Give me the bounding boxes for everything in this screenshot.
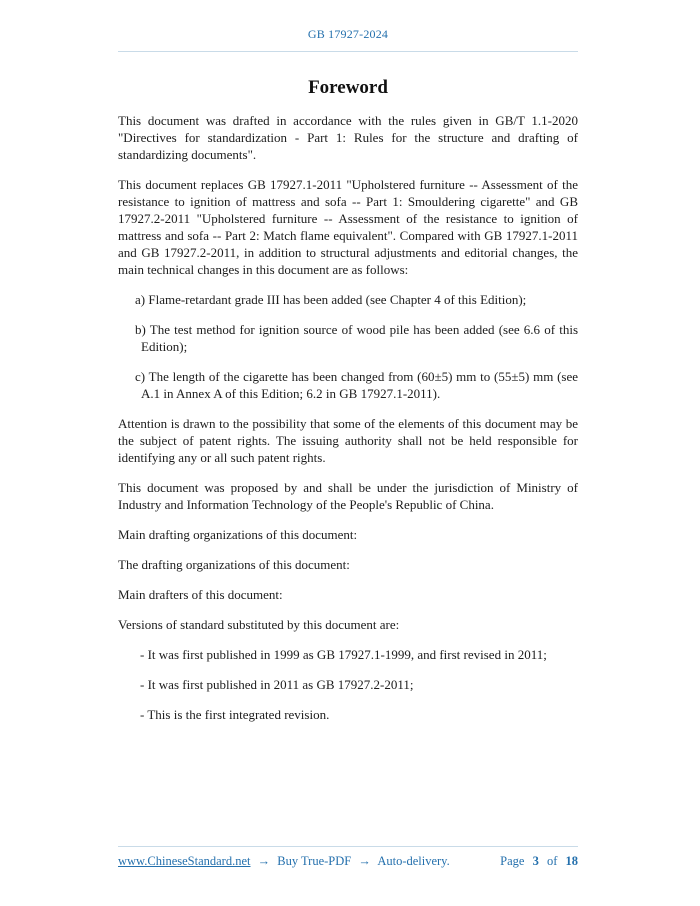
footer-buy-label: Buy True-PDF — [277, 854, 352, 868]
version-item-3-text: This is the first integrated revision. — [147, 707, 330, 722]
paragraph-drafting-orgs: The drafting organizations of this document: — [118, 557, 350, 572]
footer-arrow-icon: → — [358, 854, 371, 868]
change-item-c-text: The length of the cigarette has been changed from (60±5) mm to (55±5) mm (see A.1 in Annex A of this Edition; 6.2 in GB 17927.1-2011). — [141, 369, 578, 401]
total-page-number: 18 — [565, 854, 578, 868]
paragraph-main-drafters: Main drafters of this document: — [118, 587, 283, 602]
doc-code: GB 17927-2024 — [307, 27, 389, 41]
change-item-c-marker: c) — [135, 369, 146, 384]
change-item-c — [135, 368, 578, 402]
paragraph-proposed: This document was proposed by and shall be under the jurisdiction of Ministry of Industry and Information Technology of the People's Republic of China. — [118, 480, 578, 512]
page-label: Page — [500, 854, 525, 868]
change-item-b-marker: b) — [135, 322, 146, 337]
change-item-b-text: The test method for ignition source of wood pile has been added (see 6.6 of this Edition); — [141, 322, 579, 354]
paragraph-versions-intro: Versions of standard substituted by this document are: — [118, 617, 400, 632]
version-item-1-text: It was first published in 1999 as GB 17927.1-1999, and first revised in 2011; — [147, 647, 547, 662]
version-item-2-marker: - — [140, 677, 145, 692]
change-item-a-marker: a) — [135, 292, 146, 307]
footer-website-link[interactable]: www.ChineseStandard.net — [118, 854, 251, 868]
change-item-b — [135, 321, 578, 355]
current-page-number: 3 — [532, 854, 539, 868]
version-item-1-marker: - — [140, 647, 145, 662]
footer-delivery-label: Auto-delivery. — [377, 854, 450, 868]
paragraph-attention: Attention is drawn to the possibility that some of the elements of this document may be the subject of patent rights. The issuing authority shall not be held responsible for identifying any or all such patent rights. — [118, 416, 578, 465]
page-indicator — [495, 854, 578, 869]
page-footer — [118, 837, 578, 869]
footer-arrow-icon: → — [257, 854, 271, 868]
version-item-1 — [140, 646, 578, 663]
footer-source-line — [118, 854, 454, 869]
header-rule — [118, 51, 578, 52]
page-title: Foreword — [308, 77, 388, 98]
version-item-3 — [140, 706, 578, 723]
change-item-a — [135, 291, 578, 308]
paragraph-drafted: This document was drafted in accordance with the rules given in GB/T 1.1-2020 "Directives for standardization - Part 1: Rules for the structure and drafting of standardizing documents". — [118, 113, 578, 162]
document-body — [118, 112, 578, 723]
of-label: of — [546, 854, 558, 868]
version-item-3-marker: - — [140, 707, 145, 722]
change-item-a-text: Flame-retardant grade III has been added (see Chapter 4 of this Edition); — [148, 292, 527, 307]
paragraph-replaces: This document replaces GB 17927.1-2011 "Upholstered furniture -- Assessment of the resistance to ignition of mattress and sofa -- Part 1: Smouldering cigarette" and GB 17927.2-2011 "Upholstered furniture -- Assessment of the resistance to ignition of mattress and sofa -- Part 2: Match flame equivalent". Compared with GB 17927.1-2011 and GB 17927.2-2011, in addition to structural adjustments and editorial changes, the main technical changes in this document are as follows: — [118, 177, 578, 277]
paragraph-main-drafting-orgs: Main drafting organizations of this document: — [118, 527, 358, 542]
version-item-2-text: It was first published in 2011 as GB 17927.2-2011; — [147, 677, 414, 692]
version-item-2 — [140, 676, 578, 693]
